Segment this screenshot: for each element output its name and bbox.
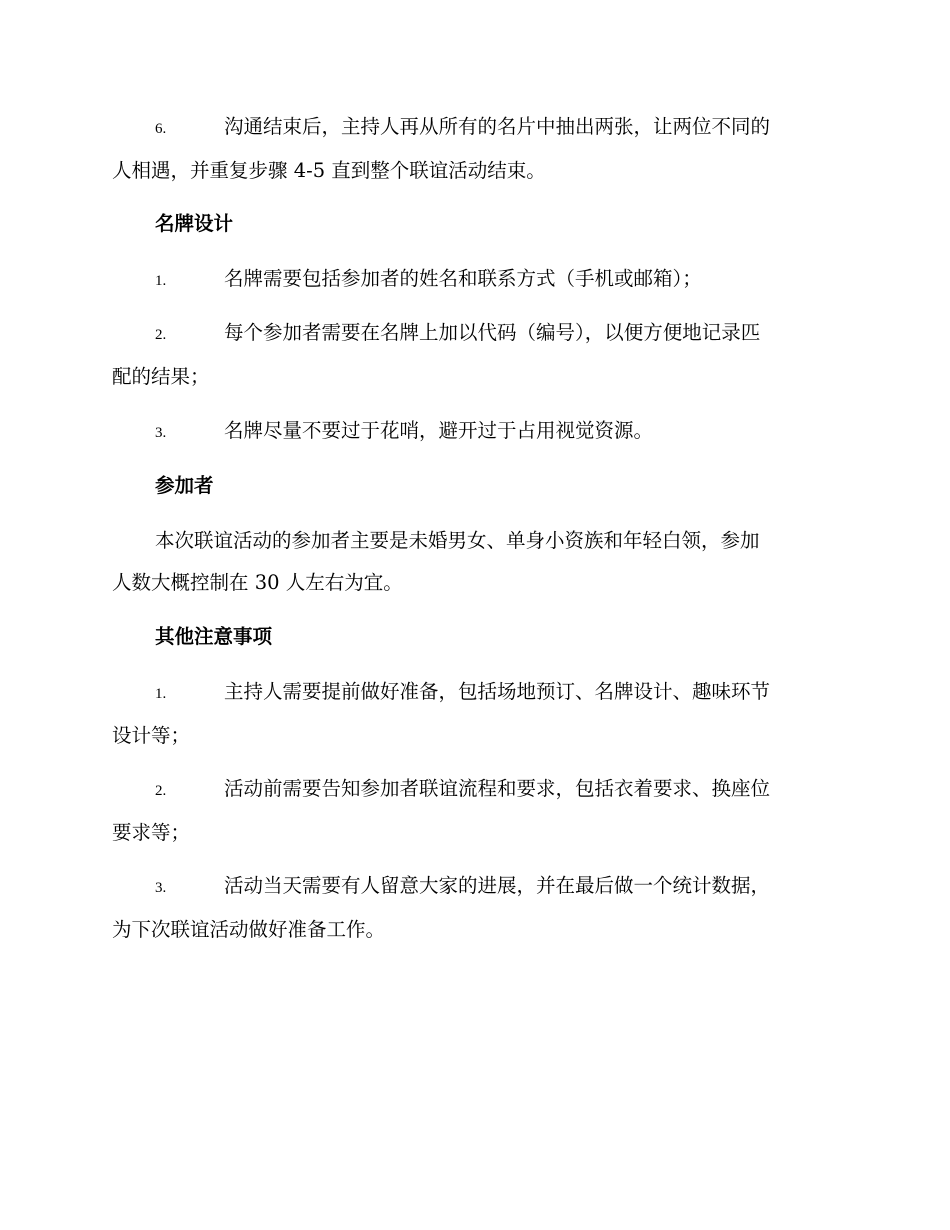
section-heading-badge-design: 名牌设计 [155, 212, 234, 235]
list-item [112, 671, 834, 757]
section-heading-participants: 参加者 [155, 474, 214, 497]
list-item-text: 名牌需要包括参加者的姓名和联系方式（手机或邮箱）； [224, 267, 702, 290]
list-item-number: 2. [155, 327, 167, 343]
list-item [112, 106, 834, 192]
list-item-text-continued: 要求等； [112, 821, 191, 844]
list-item [112, 258, 834, 302]
list-item-text: 名牌尽量不要过于花哨，避开过于占用视觉资源。 [224, 419, 654, 442]
list-item-number: 1. [155, 686, 167, 702]
list-item [112, 768, 834, 854]
list-item-text: 主持人需要提前做好准备，包括场地预订、名牌设计、趣味环节 [224, 680, 771, 703]
list-item-text-continued: 人相遇，并重复步骤 4-5 直到整个联谊活动结束。 [112, 159, 546, 182]
list-item [112, 410, 834, 454]
list-item-number: 3. [155, 880, 167, 896]
list-item-number: 2. [155, 783, 167, 799]
paragraph-text-continued: 人数大概控制在 30 人左右为宜。 [112, 571, 403, 594]
list-item-number: 6. [155, 121, 167, 137]
list-item [112, 312, 834, 398]
list-item-text: 活动前需要告知参加者联谊流程和要求，包括衣着要求、换座位 [224, 777, 771, 800]
list-item-number: 3. [155, 425, 167, 441]
list-item-text: 活动当天需要有人留意大家的进展，并在最后做一个统计数据， [224, 874, 771, 897]
list-item-text-continued: 配的结果； [112, 365, 210, 388]
list-item-text: 沟通结束后，主持人再从所有的名片中抽出两张，让两位不同的 [224, 115, 771, 138]
list-item-text-continued: 为下次联谊活动做好准备工作。 [112, 918, 386, 941]
section-heading-other-notes: 其他注意事项 [155, 625, 273, 648]
list-item [112, 865, 834, 951]
list-item-number: 1. [155, 273, 167, 289]
list-item-text-continued: 设计等； [112, 724, 191, 747]
paragraph-text: 本次联谊活动的参加者主要是未婚男女、单身小资族和年轻白领，参加 [155, 529, 760, 552]
list-item-text: 每个参加者需要在名牌上加以代码（编号），以便方便地记录匹 [224, 321, 761, 344]
participants-paragraph [112, 520, 834, 604]
